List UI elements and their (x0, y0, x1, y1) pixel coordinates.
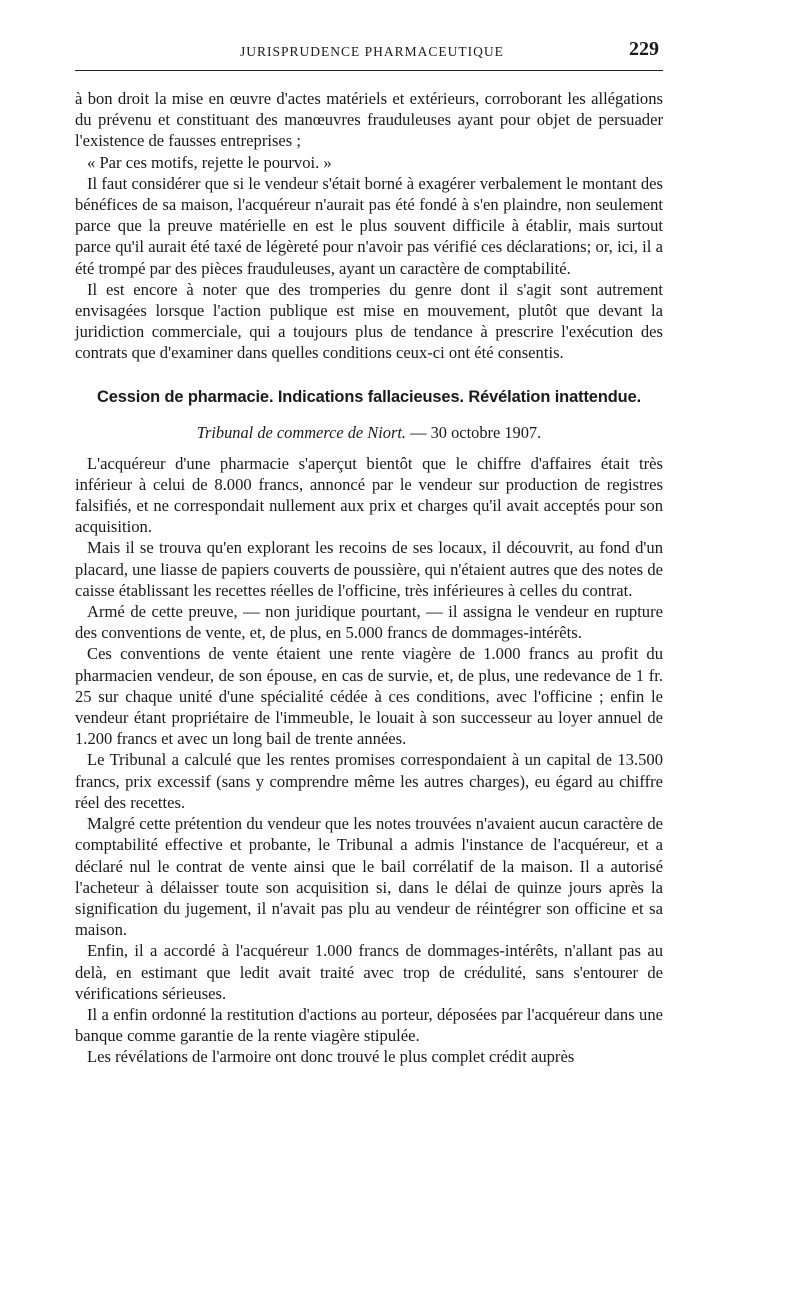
running-header (75, 36, 663, 66)
paragraph: « Par ces motifs, rejette le pourvoi. » (87, 152, 332, 172)
paragraph: Il a enfin ordonné la restitution d'actions au porteur, déposées par l'acquéreur dans une banque comme garantie de la rente viagère stipulée. (75, 1004, 663, 1046)
paragraph: Le Tribunal a calculé que les rentes promises correspondaient à un capital de 13.500 francs, prix excessif (sans y comprendre même les autres charges), eu égard au chiffre réel des recettes. (75, 750, 663, 812)
paragraph: Les révélations de l'armoire ont donc trouvé le plus complet crédit auprès (87, 1047, 575, 1067)
section-heading: Cession de pharmacie. Indications fallacieuses. Révélation inattendue. (96, 387, 642, 406)
paragraph: Il est encore à noter que des tromperies du genre dont il s'agit sont autrement envisagées lorsque l'action publique est mise en mouvement, plutôt que devant la juridiction commerciale, qui a toujours plus de tendance à prescrire l'exécution des contrats que d'examiner dans quelles conditions ceux-ci ont été consentis. (75, 279, 663, 363)
source-line (75, 422, 663, 443)
paragraph: Armé de cette preuve, — non juridique pourtant, — il assigna le vendeur en rupture des conventions de vente, et, de plus, en 5.000 francs de dommages-intérêts. (75, 602, 663, 643)
paragraph: Ces conventions de vente étaient une rente viagère de 1.000 francs au profit du pharmacien vendeur, de son épouse, en cas de survie, et, de plus, une redevance de 1 fr. 25 sur chaque unité d'une spécialité cédée à ces conditions, avec l'officine ; enfin le vendeur étant propriétaire de l'immeuble, le louait à son successeur au loyer annuel de 1.200 francs et avec un long bail de trente années. (75, 644, 663, 749)
paragraph: à bon droit la mise en œuvre d'actes matériels et extérieurs, corroborant les allégations du prévenu et constituant des manœuvres frauduleuses ayant pour objet de persuader l'existence de fausses entreprises ; (75, 89, 663, 151)
court-name: Tribunal de commerce de Niort. (196, 422, 407, 442)
judgment-date: — 30 octobre 1907. (410, 422, 542, 442)
paragraph: Mais il se trouva qu'en explorant les recoins de ses locaux, il découvrit, au fond d'un placard, une liasse de papiers couverts de poussière, qui n'étaient autres que des notes de caisse établissant les recettes réelles de l'officine, très inférieures à celles du contrat. (75, 538, 663, 600)
paragraph: L'acquéreur d'une pharmacie s'aperçut bientôt que le chiffre d'affaires était très inférieur à celui de 8.000 francs, annoncé par le vendeur sur production de registres falsifiés, et ne correspondait nullement aux prix et charges qu'il avait acceptés pour son acquisition. (75, 453, 663, 537)
paragraph: Malgré cette prétention du vendeur que les notes trouvées n'avaient aucun caractère de comptabilité effective et probante, le Tribunal a admis l'instance de l'acquéreur, et a déclaré nul le contrat de vente ainsi que le bail corrélatif de la maison. Il a autorisé l'acheteur à délaisser toute son acquisition si, dans le délai de quinze jours après la signification du jugement, il n'avait pas plu au vendeur de réintégrer son officine et sa maison. (75, 814, 663, 940)
paragraph: Il faut considérer que si le vendeur s'était borné à exagérer verbalement le montant des bénéfices de sa maison, l'acquéreur n'aurait pas été fondé à s'en plaindre, non seulement parce que la preuve matérielle en est le plus souvent difficile à établir, mais surtout parce qu'il aurait été taxé de légèreté pour n'avoir pas vérifié ces déclarations; or, ici, il a été trompé par des pièces frauduleuses, ayant un caractère de comptabilité. (75, 173, 663, 278)
page-number: 229 (629, 38, 659, 60)
header-rule (75, 70, 663, 71)
running-title: JURISPRUDENCE PHARMACEUTIQUE (240, 44, 504, 59)
paragraph: Enfin, il a accordé à l'acquéreur 1.000 francs de dommages-intérêts, n'allant pas au delà, en estimant que ledit avait traité avec trop de crédulité, sans s'entourer de vérifications sérieuses. (75, 941, 663, 1003)
body-text (75, 88, 663, 1068)
